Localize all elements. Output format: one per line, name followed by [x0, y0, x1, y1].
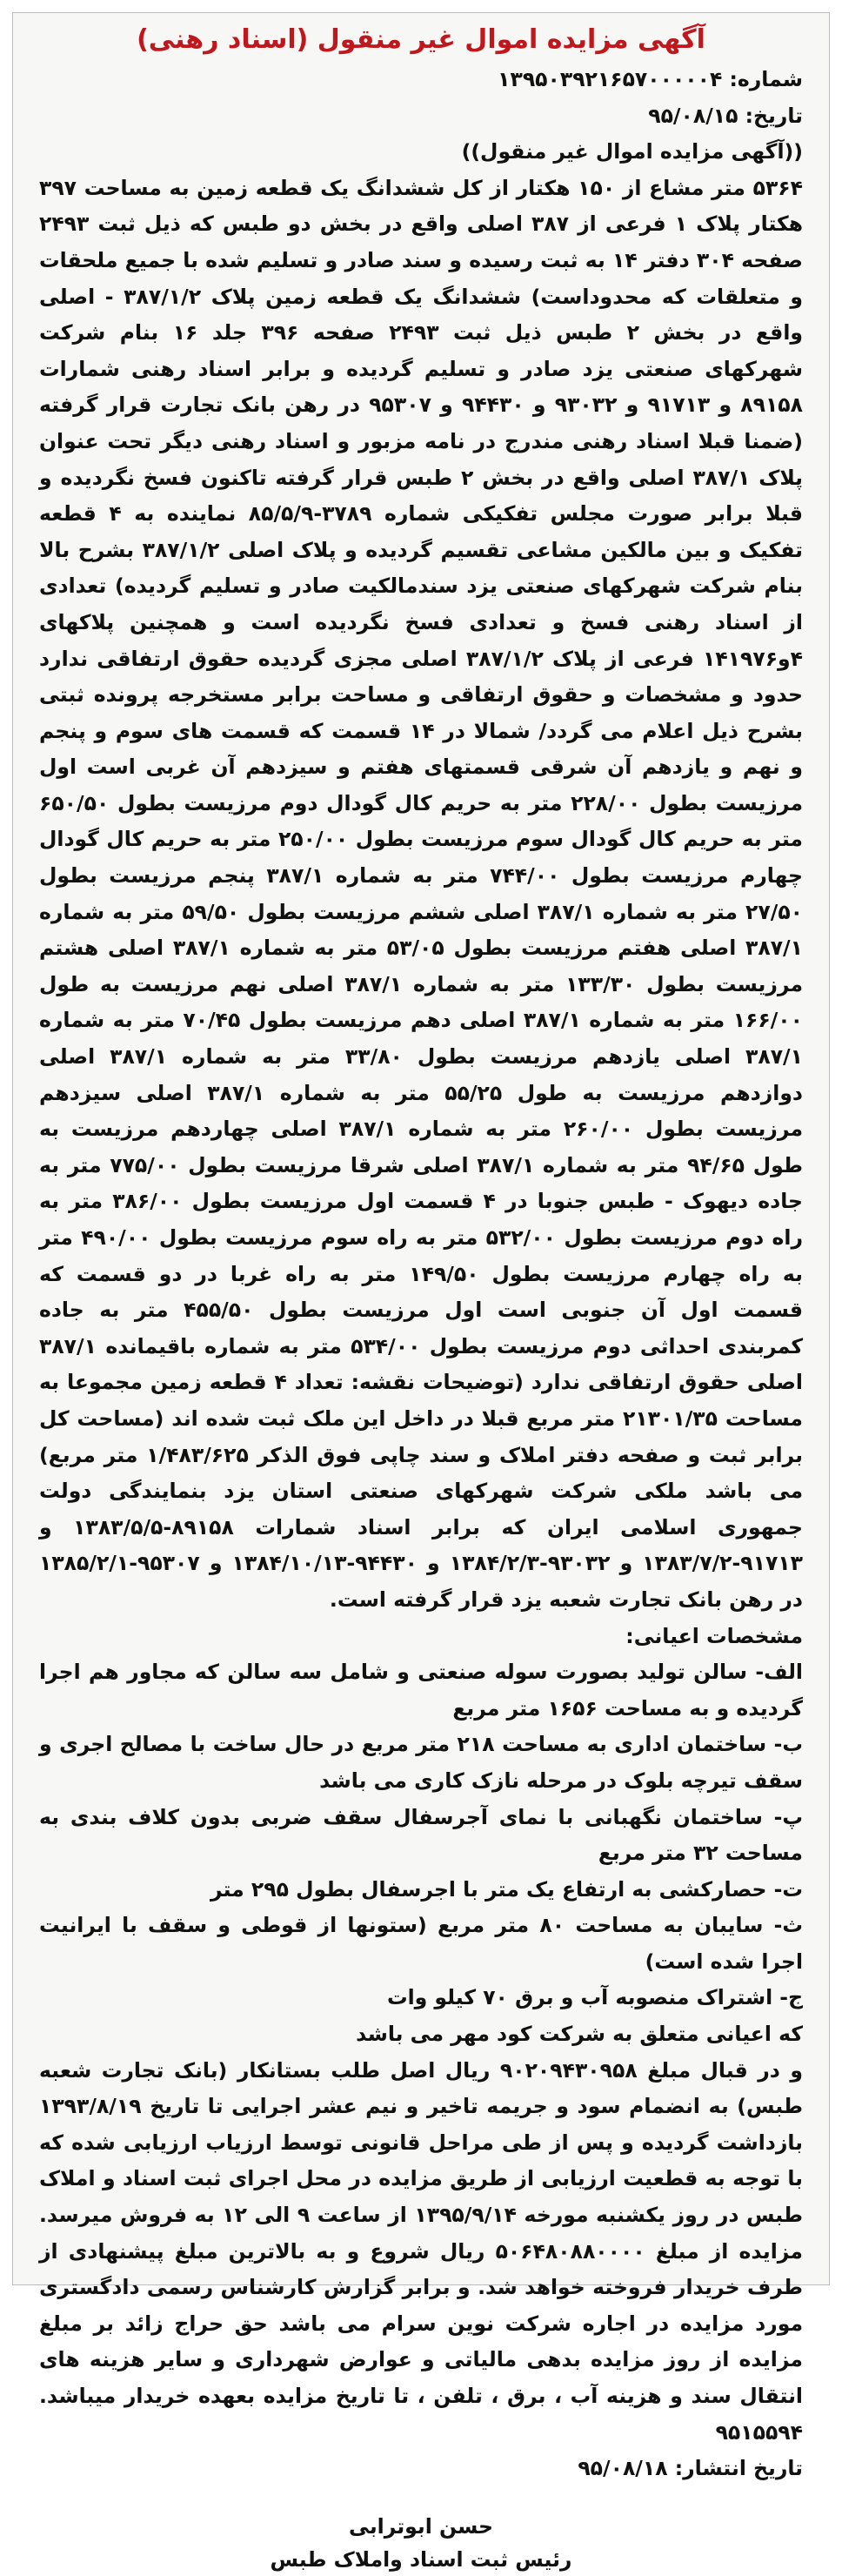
- auction-terms: و در قبال مبلغ ۹۰۲۰۹۴۳۰۹۵۸ ریال اصل طلب بستانکار (بانک تجارت شعبه طبس) به انضمام سود و جریمه تاخیر و نیم عشر اجرایی تا تاریخ ۱۳۹۳/۸/۱۹ بازداشت گردیده و پس از طی مراحل قانونی توسط ارزیاب ارزیابی شده که با توجه به قطعیت ارزیابی از طریق مزایده در محل اجرای ثبت اسناد و املاک طبس در روز یکشنبه مورخه ۱۳۹۵/۹/۱۴ از ساعت ۹ الی ۱۲ به فروش میرسد. مزایده از مبلغ ۵۰۶۴۸۰۸۸۰۰۰۰ ریال شروع و به بالاترین مبلغ پیشنهادی از طرف خریدار فروخته خواهد شد. و برابر گزارش کارشناس رسمی دادگستری مورد مزایده در اجاره شرکت نوین سرام می باشد حق حراج زائد بر مبلغ مزایده از روز مزایده بدهی مالیاتی و عوارض شهرداری و سایر هزینه های انتقال سند و هزینه آب ، برق ، تلفن ، تا تاریخ مزایده بعهده خریدار میباشد. ۹۵۱۵۵۹۴: [39, 2057, 803, 2445]
- spec-item-office: ب- ساختمان اداری به مساحت ۲۱۸ متر مربع در حال ساخت با مصالح اجری و سقف تیرچه بلوک در مرحله نازک کاری می باشد: [39, 1732, 803, 1793]
- newspaper-clipping: [12, 12, 830, 2572]
- signer-name: حسن ابوترابی: [349, 2513, 493, 2539]
- ownership-line: که اعیانی متعلق به شرکت کود مهر می باشد: [356, 2022, 803, 2047]
- notice-subtitle: ((آگهی مزایده اموال غیر منقول)): [461, 139, 803, 164]
- auction-notice: [13, 13, 829, 2576]
- spec-item-fence: ت- حصارکشی به ارتفاع یک متر با اجرسفال بطول ۲۹۵ متر: [210, 1876, 803, 1902]
- spec-item-hall: الف- سالن تولید بصورت سوله صنعتی و شامل سه سالن که مجاور هم اجرا گردیده و به مساحت ۱۶۵۶ متر مربع: [39, 1660, 803, 1721]
- signer-title: رئیس ثبت اسناد واملاک طبس: [270, 2546, 572, 2572]
- notice-title: آگهی مزایده اموال غیر منقول (اسناد رهنی): [137, 24, 705, 55]
- notice-date: تاریخ: ۹۵/۰۸/۱۵: [648, 103, 803, 128]
- signature-block: [39, 2510, 803, 2576]
- property-description: ۵۳۶۴ متر مشاع از ۱۵۰ هکتار از کل ششدانگ یک قطعه زمین به مساحت ۳۹۷ هکتار پلاک ۱ فرعی از ۳۸۷ اصلی واقع در بخش دو طبس که ذیل ثبت ۲۴۹۳ صفحه ۳۰۴ دفتر ۱۴ به ثبت رسیده و سند صادر و تسلیم شده با جمیع ملحقات و متعلقات که محدوداست) ششدانگ یک قطعه زمین پلاک ۳۸۷/۱/۲ - اصلی واقع در بخش ۲ طبس ذیل ثبت ۲۴۹۳ صفحه ۳۹۶ جلد ۱۶ بنام شرکت شهرکهای صنعتی یزد صادر و تسلیم گردیده و برابر اسناد رهنی شمارات ۸۹۱۵۸ و ۹۱۷۱۳ و ۹۳۰۳۲ و ۹۴۴۳۰ و ۹۵۳۰۷ در رهن بانک تجارت قرار گرفته (ضمنا قبلا اسناد رهنی مندرج در نامه مزبور و اسناد رهنی دیگر تحت عنوان پلاک ۳۸۷/۱ اصلی واقع در بخش ۲ طبس قرار گرفته تاکنون فسخ نگردیده و قبلا برابر صورت مجلس تفکیکی شماره ۳۷۸۹-۸۵/۵/۹ نماینده به ۴ قطعه تفکیک و بین مالکین مشاعی تقسیم گردیده و پلاک اصلی ۳۸۷/۱/۲ بشرح بالا بنام شرکت شهرکهای صنعتی یزد سندمالکیت صادر و تسلیم گردیده) تعدادی از اسناد رهنی فسخ و تعدادی فسخ نگردیده است و همچنین پلاکهای ۴و۱۴۱۹۷۶ فرعی از پلاک ۳۸۷/۱/۲ اصلی مجزی گردیده حقوق ارتفاقی ندارد حدود و مشخصات و حقوق ارتفاقی و مساحت برابر مستخرجه پرونده ثبتی بشرح ذیل اعلام می گردد/ شمالا در ۱۴ قسمت که قسمت های سوم و پنجم و نهم و یازدهم آن شرقی قسمتهای هفتم و سیزدهم آن غربی است اول مرزیست بطول ۲۲۸/۰۰ متر به حریم کال گودال دوم مرزیست بطول ۶۵۰/۵۰ متر به حریم کال گودال سوم مرزیست بطول ۲۵۰/۰۰ متر به حریم کال گودال چهارم مرزیست بطول ۷۴۴/۰۰ متر به شماره ۳۸۷/۱ پنجم مرزیست بطول ۲۷/۵۰ متر به شماره ۳۸۷/۱ اصلی ششم مرزیست بطول ۵۹/۵۰ متر به شماره ۳۸۷/۱ اصلی هفتم مرزیست بطول ۵۳/۰۵ متر به شماره ۳۸۷/۱ اصلی هشتم مرزیست بطول ۱۳۳/۳۰ متر به شماره ۳۸۷/۱ اصلی نهم مرزیست به طول ۱۶۶/۰۰ متر به شماره ۳۸۷/۱ اصلی دهم مرزیست بطول ۷۰/۴۵ متر به شماره ۳۸۷/۱ اصلی یازدهم مرزیست بطول ۳۳/۸۰ متر به شماره ۳۸۷/۱ اصلی دوازدهم مرزیست به طول ۵۵/۲۵ متر به شماره ۳۸۷/۱ اصلی سیزدهم مرزیست بطول ۲۶۰/۰۰ متر به شماره ۳۸۷/۱ اصلی چهاردهم مرزیست به طول ۹۴/۶۵ متر به شماره ۳۸۷/۱ اصلی شرقا مرزیست بطول ۷۷۵/۰۰ متر به جاده دیهوک - طبس جنوبا در ۴ قسمت اول مرزیست بطول ۳۸۶/۰۰ متر به راه دوم مرزیست بطول ۵۳۲/۰۰ متر به راه سوم مرزیست بطول ۴۹۰/۰۰ متر به راه چهارم مرزیست بطول ۱۴۹/۵۰ متر به راه غربا در دو قسمت که قسمت اول آن جنوبی است اول مرزیست بطول ۴۵۵/۵۰ متر به جاده کمربندی احداثی دوم مرزیست بطول ۵۳۴/۰۰ متر به شماره باقیمانده ۳۸۷/۱ اصلی حقوق ارتفاقی ندارد (توضیحات نقشه: تعداد ۴ قطعه زمین مجموعا به مساحت ۲۱۳۰۱/۳۵ متر مربع قبلا در داخل این ملک ثبت شده اند (مساحت کل برابر ثبت و صفحه دفتر املاک و سند چاپی فوق الذکر ۱/۴۸۳/۶۲۵ متر مربع) می باشد ملکی شرکت شهرکهای صنعتی استان یزد بنمایندگی دولت جمهوری اسلامی ایران که برابر اسناد شمارات ۸۹۱۵۸-۱۳۸۳/۵/۵ و ۹۱۷۱۳-۱۳۸۳/۷/۲ و ۹۳۰۳۲-۱۳۸۴/۲/۳ و ۹۴۴۳۰-۱۳۸۴/۱۰/۱۳ و ۹۵۳۰۷-۱۳۸۵/۲/۱ در رهن بانک تجارت شعبه یزد قرار گرفته است.: [39, 175, 804, 1612]
- specs-heading: مشخصات اعیانی:: [625, 1623, 803, 1648]
- spec-item-guardhouse: پ- ساختمان نگهبانی با نمای آجرسفال سقف ضربی بدون کلاف بندی به مساحت ۳۲ متر مربع: [39, 1804, 803, 1866]
- spec-item-shelter: ث- سایبان به مساحت ۸۰ متر مربع (ستونها از قوطی و سقف با ایرانیت اجرا شده است): [39, 1913, 803, 1974]
- spec-item-utilities: ج- اشتراک منصوبه آب و برق ۷۰ کیلو وات: [386, 1985, 803, 2010]
- notice-number: شماره: ۱۳۹۵۰۳۹۲۱۶۵۷۰۰۰۰۰۴: [498, 67, 803, 91]
- publish-date: تاریخ انتشار: ۹۵/۰۸/۱۸: [578, 2456, 803, 2481]
